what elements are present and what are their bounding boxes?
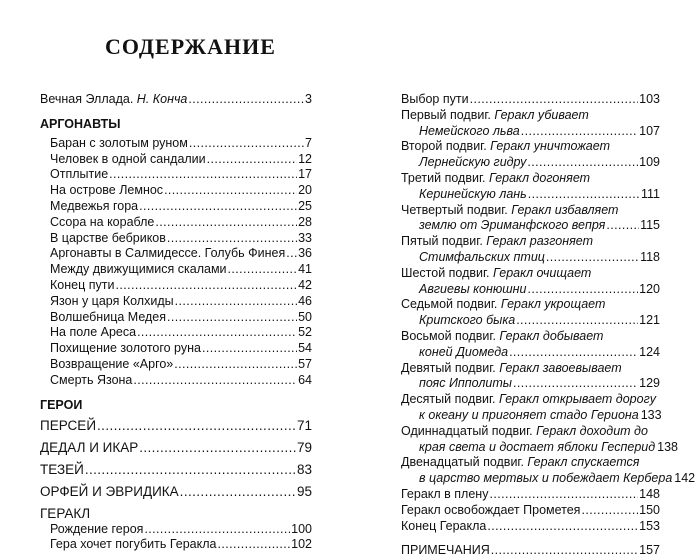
toc-entry[interactable] bbox=[50, 294, 312, 310]
dot-leader bbox=[527, 282, 638, 298]
entry-subtitle-cont: Критского быка bbox=[419, 313, 516, 328]
page-number: 17 bbox=[298, 167, 312, 182]
dot-leader bbox=[546, 250, 639, 266]
entry-title: Девятый подвиг. bbox=[401, 360, 500, 375]
entry-subtitle-cont: Авгиевы конюшни bbox=[419, 281, 527, 296]
page-number: 54 bbox=[298, 341, 312, 356]
dot-leader bbox=[155, 215, 297, 231]
dot-leader bbox=[167, 310, 297, 326]
entry-title: Похищение золотого руна bbox=[50, 341, 201, 356]
page-number: 153 bbox=[639, 518, 660, 533]
dot-leader bbox=[516, 313, 638, 329]
entry-subtitle: Геракл избавляет bbox=[511, 202, 619, 217]
entry-subtitle-cont: пояс Ипполиты bbox=[419, 376, 512, 391]
entry-title: Конец пути bbox=[50, 277, 115, 292]
toc-entry[interactable] bbox=[50, 537, 312, 553]
dot-leader bbox=[527, 155, 638, 171]
entry-title: ДЕДАЛ И ИКАР bbox=[40, 439, 139, 455]
page-number: 111 bbox=[640, 186, 660, 201]
page-number: 115 bbox=[640, 218, 660, 233]
toc-entry[interactable] bbox=[401, 503, 660, 519]
entry-subtitle: Геракл завоевывает bbox=[499, 360, 622, 375]
entry-title: Гера хочет погубить Геракла bbox=[50, 537, 217, 552]
page-number: 3 bbox=[305, 92, 312, 106]
page-number: 57 bbox=[298, 356, 312, 371]
toc-entry[interactable] bbox=[40, 417, 312, 434]
page-number: 138 bbox=[657, 439, 678, 454]
toc-entry[interactable] bbox=[401, 423, 678, 456]
toc-entry[interactable] bbox=[50, 199, 312, 215]
page-number: 12 bbox=[298, 151, 312, 166]
entry-subtitle-cont: Немейского льва bbox=[419, 123, 520, 138]
toc-entry[interactable] bbox=[401, 392, 660, 424]
page-number: 142 bbox=[674, 471, 696, 486]
entry-subtitle-cont: в царство мертвых и побеждает Кербера bbox=[419, 471, 673, 486]
entry-subtitle: Геракл догоняет bbox=[488, 170, 591, 185]
toc-entry[interactable] bbox=[50, 373, 312, 389]
entry-subtitle-cont: Лернейскую гидру bbox=[419, 155, 527, 170]
entry-title: Второй подвиг. bbox=[401, 139, 491, 154]
toc-entry[interactable] bbox=[50, 278, 312, 294]
entry-subtitle: Геракл убивает bbox=[494, 107, 589, 122]
toc-entry[interactable] bbox=[50, 152, 312, 168]
page-number: 64 bbox=[298, 372, 312, 387]
toc-entry[interactable] bbox=[401, 139, 660, 171]
toc-entry[interactable] bbox=[40, 483, 312, 500]
page-number: 109 bbox=[639, 155, 660, 170]
page-number: 79 bbox=[296, 439, 312, 455]
dot-leader bbox=[521, 124, 638, 140]
entry-title: Язон у царя Колхиды bbox=[50, 293, 174, 308]
entry-subtitle-cont: к океану и пригоняет стадо Гериона bbox=[419, 407, 639, 422]
entry-author: Н. Конча bbox=[136, 92, 188, 106]
dot-leader bbox=[528, 187, 640, 203]
entry-title: Седьмой подвиг. bbox=[401, 297, 501, 312]
entry-title: На поле Ареса bbox=[50, 325, 137, 340]
page-number: 95 bbox=[296, 483, 312, 499]
toc-entry[interactable] bbox=[401, 234, 660, 266]
dot-leader bbox=[115, 278, 297, 294]
page-number: 121 bbox=[639, 313, 660, 328]
entry-title: Конец Геракла bbox=[401, 518, 487, 533]
entry-title: Выбор пути bbox=[401, 92, 469, 106]
argonauts-list bbox=[40, 136, 312, 389]
dot-leader bbox=[581, 503, 638, 519]
entry-title: Между движущимися скалами bbox=[50, 262, 227, 277]
entry-subtitle: Геракл спускается bbox=[527, 455, 640, 470]
entry-title: Ссора на корабле bbox=[50, 214, 155, 229]
entry-subtitle-cont: землю от Эриманфского вепря bbox=[419, 218, 606, 233]
toc-entry[interactable] bbox=[50, 167, 312, 183]
entry-subtitle-cont: края света и достает яблоки Гесперид bbox=[419, 439, 656, 454]
dot-leader bbox=[139, 199, 297, 215]
toc-entry[interactable] bbox=[401, 92, 660, 108]
toc-entry[interactable] bbox=[401, 266, 660, 298]
toc-entry[interactable] bbox=[401, 203, 660, 235]
toc-left-column bbox=[40, 92, 312, 553]
entry-title: Третий подвиг. bbox=[401, 170, 489, 185]
dot-leader bbox=[85, 461, 296, 478]
dot-leader bbox=[217, 537, 290, 553]
entry-subtitle: Геракл доходит до bbox=[536, 423, 648, 438]
entry-title: Волшебница Медея bbox=[50, 309, 167, 324]
toc-entry[interactable] bbox=[401, 519, 660, 535]
toc-entry[interactable] bbox=[50, 215, 312, 231]
dot-leader bbox=[109, 167, 297, 183]
section-heading: АРГОНАВТЫ bbox=[40, 116, 121, 131]
heracles-list bbox=[40, 522, 312, 554]
toc-entry[interactable] bbox=[401, 329, 660, 361]
page-number: 20 bbox=[298, 183, 312, 198]
heracles-heading: ГЕРАКЛ bbox=[40, 505, 91, 521]
toc-entry[interactable] bbox=[401, 455, 696, 487]
entry-subtitle-cont: коней Диомеда bbox=[419, 344, 509, 359]
entry-title: ТЕЗЕЙ bbox=[40, 461, 84, 477]
entry-title: Одиннадцатый подвиг. bbox=[401, 423, 537, 438]
entry-subtitle-cont: Керинейскую лань bbox=[419, 186, 527, 201]
entry-title: ПЕРСЕЙ bbox=[40, 417, 97, 433]
toc-entry[interactable] bbox=[401, 297, 660, 329]
dot-leader bbox=[144, 522, 290, 538]
dot-leader bbox=[189, 136, 304, 152]
toc-entry[interactable] bbox=[401, 108, 660, 140]
page-number: 124 bbox=[639, 344, 660, 359]
dot-leader bbox=[164, 183, 297, 199]
toc-entry[interactable] bbox=[50, 325, 312, 341]
page-number: 157 bbox=[639, 543, 660, 558]
dot-leader bbox=[180, 483, 296, 500]
entry-title: ОРФЕЙ И ЭВРИДИКА bbox=[40, 483, 179, 499]
entry-title: На острове Лемнос bbox=[50, 183, 164, 198]
toc-entry[interactable] bbox=[401, 361, 660, 393]
page-number: 150 bbox=[639, 502, 660, 517]
toc-entry[interactable] bbox=[40, 439, 312, 456]
page-number: 129 bbox=[639, 376, 660, 391]
page-number: 42 bbox=[298, 277, 312, 292]
entry-title: Восьмой подвиг. bbox=[401, 328, 500, 343]
dot-leader bbox=[97, 417, 296, 434]
page-number: 118 bbox=[640, 249, 660, 264]
entry-title: Пятый подвиг. bbox=[401, 234, 487, 249]
toc-entry[interactable] bbox=[50, 136, 312, 152]
entry-title: Десятый подвиг. bbox=[401, 392, 499, 407]
entry-title: Рождение героя bbox=[50, 521, 144, 536]
dot-leader bbox=[139, 439, 296, 456]
dot-leader bbox=[137, 325, 297, 341]
entry-title: Вечная Эллада. bbox=[40, 92, 137, 106]
toc-entry[interactable] bbox=[40, 461, 312, 478]
page-number: 148 bbox=[639, 486, 660, 501]
dot-leader bbox=[228, 262, 298, 278]
page-number: 103 bbox=[639, 92, 660, 106]
section-heading: ГЕРОИ bbox=[40, 397, 83, 412]
toc-entry[interactable] bbox=[40, 92, 312, 108]
dot-leader bbox=[167, 231, 297, 247]
dot-leader bbox=[207, 152, 297, 168]
dot-leader bbox=[487, 519, 638, 535]
entry-title: Смерть Язона bbox=[50, 372, 133, 387]
entry-title: Первый подвиг. bbox=[401, 107, 495, 122]
entry-title: Четвертый подвиг. bbox=[401, 202, 512, 217]
entry-subtitle: Геракл укрощает bbox=[500, 297, 606, 312]
entry-subtitle: Геракл уничтожает bbox=[490, 139, 610, 154]
toc-entry[interactable] bbox=[50, 357, 312, 373]
entry-subtitle: Геракл добывает bbox=[499, 328, 604, 343]
page-number: 83 bbox=[296, 461, 312, 477]
entry-title: Медвежья гора bbox=[50, 198, 139, 213]
page-number: 50 bbox=[298, 309, 312, 324]
entry-subtitle: Геракл разгоняет bbox=[486, 234, 593, 249]
entry-title: Геракл освобождает Прометея bbox=[401, 502, 581, 517]
entry-title: Человек в одной сандалии bbox=[50, 151, 206, 166]
entry-title: В царстве бебриков bbox=[50, 230, 166, 245]
dot-leader bbox=[509, 345, 638, 361]
toc-entry[interactable] bbox=[50, 341, 312, 357]
page-number: 7 bbox=[305, 135, 312, 150]
toc-right-column bbox=[401, 92, 696, 559]
entry-title: ПРИМЕЧАНИЯ bbox=[401, 543, 490, 558]
page-number: 33 bbox=[298, 230, 312, 245]
page-number: 133 bbox=[640, 407, 662, 422]
page-number: 41 bbox=[298, 262, 312, 277]
toc-entry[interactable] bbox=[401, 487, 660, 503]
entry-title: Отплытие bbox=[50, 167, 109, 182]
entry-title: Аргонавты в Салмидессе. Голубь Финея bbox=[50, 246, 286, 261]
dot-leader bbox=[513, 376, 638, 392]
dot-leader bbox=[174, 357, 297, 373]
toc-entry[interactable] bbox=[50, 183, 312, 199]
entry-title: Возвращение «Арго» bbox=[50, 356, 174, 371]
dot-leader bbox=[188, 92, 304, 108]
toc-entry[interactable] bbox=[401, 171, 660, 203]
dot-leader bbox=[286, 246, 297, 262]
entry-title: Шестой подвиг. bbox=[401, 265, 493, 280]
toc-entry[interactable] bbox=[50, 262, 312, 278]
entry-title: Геракл в плену bbox=[401, 486, 489, 501]
entry-subtitle: Геракл открывает дорогу bbox=[498, 392, 656, 407]
entry-title: Двенадцатый подвиг. bbox=[401, 455, 528, 470]
page-number: 71 bbox=[296, 417, 312, 433]
page-number: 52 bbox=[298, 325, 312, 340]
dot-leader bbox=[606, 218, 639, 234]
dot-leader bbox=[202, 341, 297, 357]
toc-entry[interactable] bbox=[50, 310, 312, 326]
page-number: 102 bbox=[291, 537, 312, 552]
toc-entry[interactable] bbox=[50, 231, 312, 247]
page-number: 107 bbox=[639, 123, 660, 138]
page-number: 25 bbox=[298, 198, 312, 213]
entry-title: Баран с золотым руном bbox=[50, 135, 188, 150]
dot-leader bbox=[489, 487, 638, 503]
page-number: 120 bbox=[639, 281, 660, 296]
entry-subtitle-cont: Стимфальских птиц bbox=[419, 249, 545, 264]
page-number: 36 bbox=[298, 246, 312, 261]
page-number: 28 bbox=[298, 214, 312, 229]
dot-leader bbox=[470, 92, 639, 108]
page-title: СОДЕРЖАНИЕ bbox=[105, 34, 276, 59]
page-number: 46 bbox=[298, 293, 312, 308]
dot-leader bbox=[175, 294, 297, 310]
toc-entry[interactable] bbox=[50, 522, 312, 538]
page-number: 100 bbox=[291, 521, 312, 536]
toc-entry[interactable] bbox=[50, 246, 312, 262]
dot-leader bbox=[133, 373, 297, 389]
entry-subtitle: Геракл очищает bbox=[493, 265, 592, 280]
